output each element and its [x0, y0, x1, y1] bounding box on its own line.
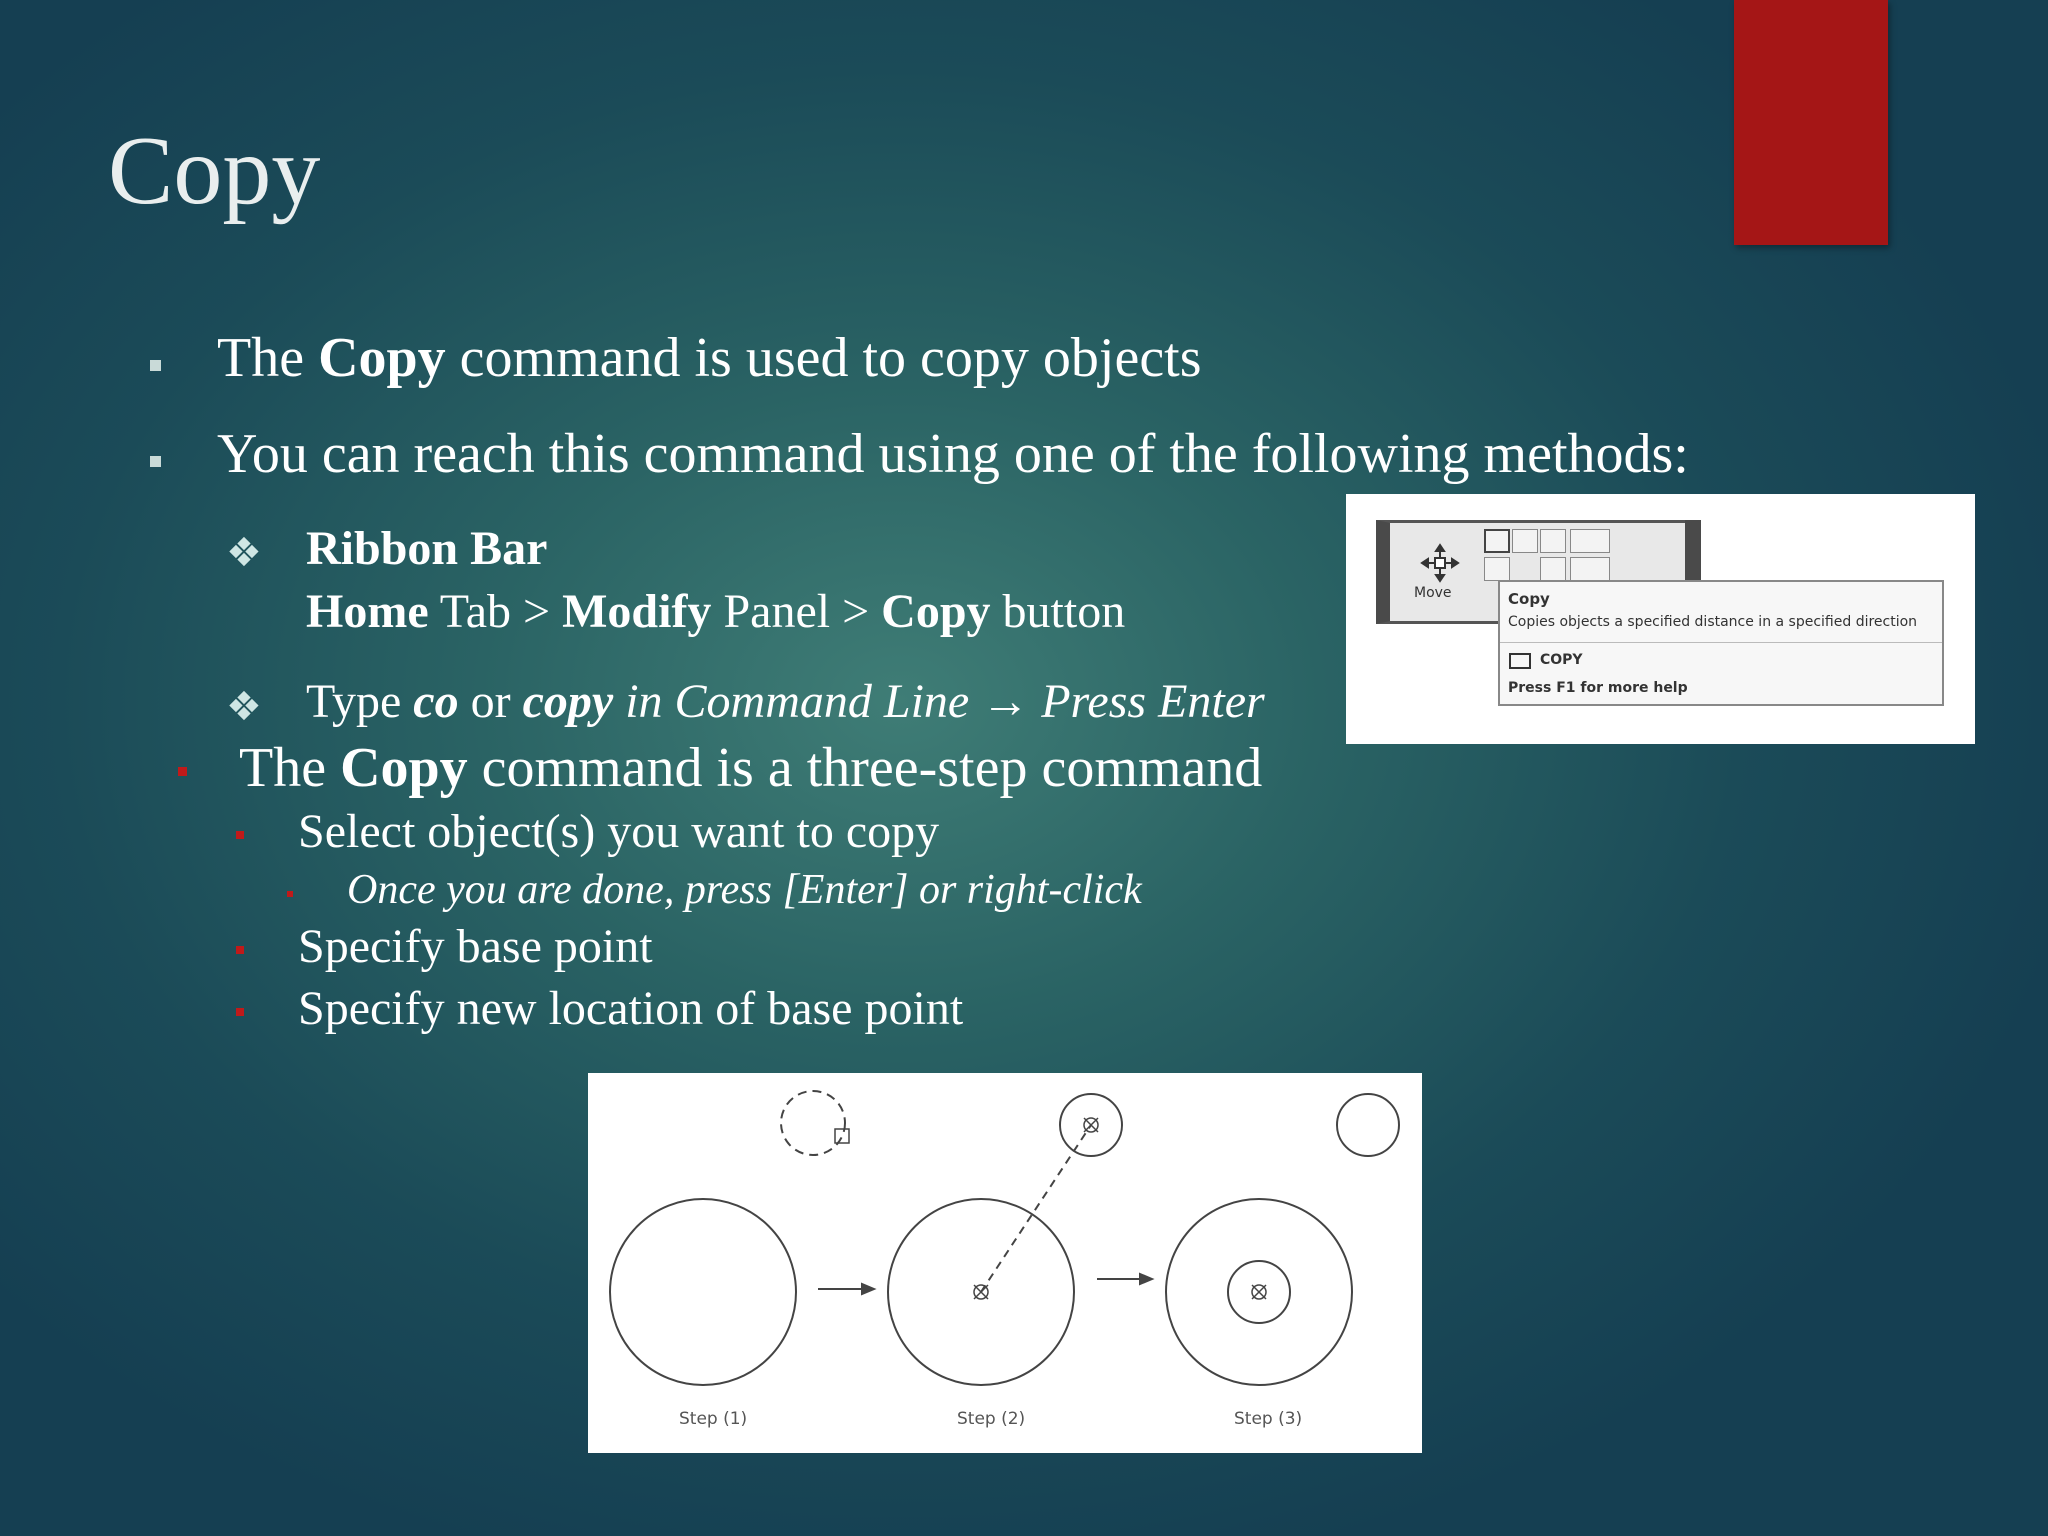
tooltip-title: Copy [1508, 590, 1550, 608]
bullet-square [150, 360, 161, 371]
method-ribbon-path: Home Tab > Modify Panel > Copy button [306, 585, 1126, 638]
step-base-point: Specify base point [298, 920, 653, 973]
move-icon [1420, 543, 1460, 583]
step2-dashed-line [981, 1125, 1091, 1292]
step3-label: Step (3) [1234, 1409, 1303, 1429]
step1-large-circle [610, 1199, 796, 1385]
command-line-icon [1509, 653, 1531, 669]
tooltip-help: Press F1 for more help [1508, 680, 1688, 696]
step1-cursor-box [835, 1129, 849, 1143]
rotate-tool-icon[interactable] [1512, 529, 1538, 553]
mirror-tool-icon[interactable] [1540, 557, 1566, 581]
step3-top-circle [1337, 1094, 1399, 1156]
stretch-tool-icon[interactable] [1484, 557, 1510, 581]
step2-label: Step (2) [957, 1409, 1026, 1429]
move-label: Move [1414, 585, 1452, 601]
break-tool-icon[interactable] [1570, 557, 1610, 581]
ribbon-screenshot [1346, 494, 1975, 744]
bullet-red-square [236, 1008, 244, 1016]
bullet-red-square [236, 831, 244, 839]
steps-drawing [588, 1073, 1422, 1453]
trim-tool-icon[interactable] [1540, 529, 1566, 553]
method-ribbon-heading: Ribbon Bar [306, 522, 548, 575]
tooltip-command: COPY [1540, 652, 1583, 668]
bullet-methods: You can reach this command using one of the following methods: [217, 423, 1689, 485]
bullet-copy-purpose: The Copy command is used to copy objects [217, 327, 1202, 389]
copy-steps-diagram [588, 1073, 1422, 1453]
bullet-red-square [178, 767, 187, 776]
step-new-location: Specify new location of base point [298, 982, 964, 1035]
diamond-bullet-icon: ❖ [226, 684, 262, 730]
step1-dashed-circle [781, 1091, 845, 1155]
method-command-line: Type co or copy in Command Line → Press Enter [306, 675, 1265, 728]
accent-red-tab [1734, 0, 1888, 245]
bullet-red-square [287, 891, 293, 897]
bullet-three-step: The Copy command is a three-step command [239, 737, 1263, 799]
copy-tool-icon[interactable] [1484, 529, 1510, 553]
diamond-bullet-icon: ❖ [226, 530, 262, 576]
step-select-objects: Select object(s) you want to copy [298, 805, 940, 858]
array-tool-icon[interactable] [1570, 529, 1610, 553]
bullet-red-square [236, 946, 244, 954]
step1-label: Step (1) [679, 1409, 748, 1429]
tooltip-description: Copies objects a specified distance in a specified direction [1508, 614, 1918, 630]
tooltip-divider [1500, 642, 1942, 643]
slide-title: Copy [108, 117, 321, 225]
copy-tooltip [1498, 580, 1944, 706]
step-select-note: Once you are done, press [Enter] or right-click [347, 867, 1142, 913]
bullet-square [150, 456, 161, 467]
